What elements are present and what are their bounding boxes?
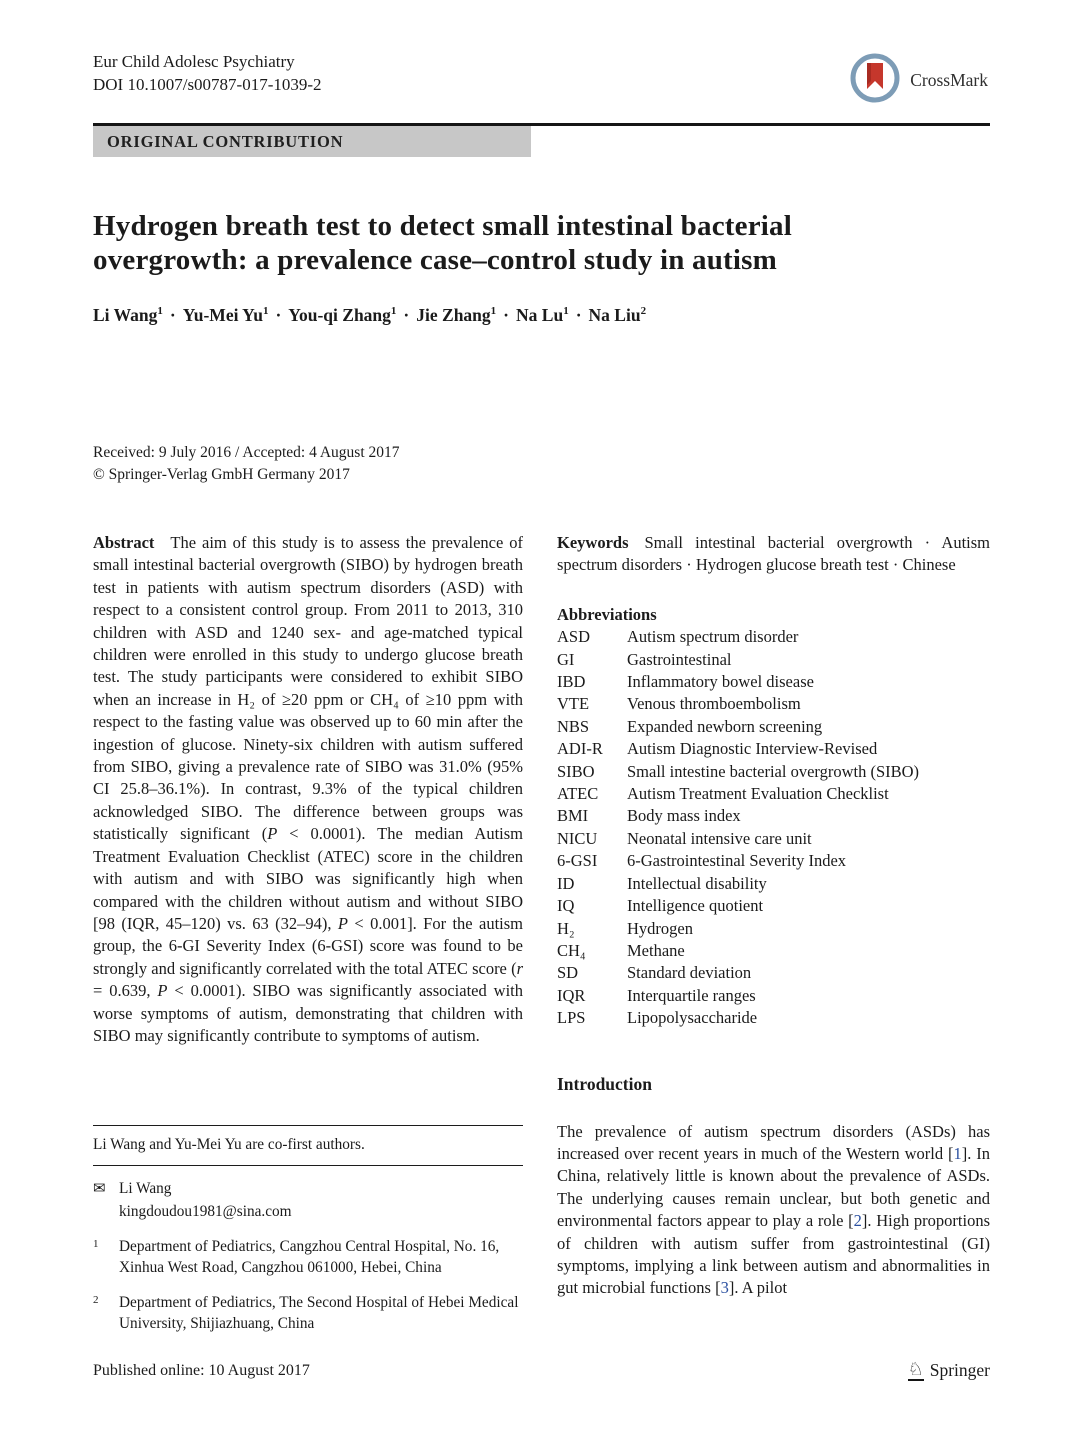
- author-separator: ·: [575, 305, 582, 325]
- abbreviation-row: 6-GSI 6-Gastrointestinal Severity Index: [557, 851, 847, 871]
- citation-ref[interactable]: 2: [853, 1211, 862, 1231]
- envelope-icon: ✉: [93, 1181, 106, 1197]
- correspondence-name: Li Wang: [119, 1180, 172, 1197]
- affiliation-marker: 1: [157, 305, 163, 318]
- crossmark-icon: [849, 52, 901, 109]
- affiliation-marker: 1: [390, 305, 397, 318]
- left-column: [93, 532, 523, 1334]
- introduction-text: The prevalence of autism spectrum disorders (ASDs) has increased over recent years in much of the Western world [1]. In China, relatively little is known about the prevalence of ASDs. The underlying causes remain unclear, but both genetic and environmental factors appear to play a role [2]. High proportions of children with autism suffer from gastrointestinal (GI) symptoms, implying a link between autism and abnormalities in gut microbial functions [3]. A pilot: [557, 1121, 990, 1298]
- affiliation-text: Department of Pediatrics, The Second Hospital of Hebei Medical University, Shijiazhuang, China: [119, 1294, 519, 1332]
- author: You-qi Zhang$^1$: [288, 305, 397, 325]
- article-body: [93, 532, 990, 1334]
- author: Na Liu$^2$: [588, 305, 647, 325]
- keywords-heading: Keywords: [557, 533, 629, 552]
- crossmark-badge[interactable]: [849, 52, 988, 109]
- author: Jie Zhang$^1$: [416, 305, 497, 325]
- abbreviation-row: IQ Intelligence quotient: [557, 896, 764, 916]
- abbreviation-row: ATEC Autism Treatment Evaluation Checklist: [557, 784, 889, 804]
- abbreviation-row: ID Intellectual disability: [557, 873, 767, 893]
- abbreviation-row: BMI Body mass index: [557, 806, 741, 826]
- abbreviation-row: VTE Venous thromboembolism: [557, 694, 801, 714]
- correspondence-email[interactable]: kingdoudou1981@sina.com: [119, 1202, 292, 1220]
- cofirst-note: Li Wang and Yu-Mei Yu are co-first authors.: [93, 1135, 365, 1153]
- copyright-line: © Springer-Verlag GmbH Germany 2017: [93, 466, 350, 483]
- abstract: [93, 532, 523, 1047]
- page-header: [93, 50, 990, 109]
- abbreviation-row: GI Gastrointestinal: [557, 649, 732, 669]
- introduction-heading: Introduction: [557, 1073, 652, 1094]
- affiliation-number: 2: [93, 1294, 99, 1306]
- article-type-label: ORIGINAL CONTRIBUTION: [107, 131, 344, 151]
- affiliation-number: 1: [93, 1238, 99, 1250]
- article-type-banner: [93, 126, 531, 157]
- abbreviation-row: NICU Neonatal intensive care unit: [557, 828, 812, 848]
- affiliation-text: Department of Pediatrics, Cangzhou Central Hospital, No. 16, Xinhua West Road, Cangzhou 061000, Hebei, China: [119, 1238, 500, 1276]
- abbreviation-row: H₂ Hydrogen: [557, 918, 693, 938]
- abbreviations-heading: Abbreviations: [557, 604, 657, 624]
- journal-name: Eur Child Adolesc Psychiatry: [93, 52, 295, 71]
- page-footer: [93, 1360, 990, 1381]
- affiliation: [93, 1237, 523, 1278]
- affiliation-marker: 1: [563, 305, 569, 318]
- abbreviation-row: LPS Lipopolysaccharide: [557, 1008, 758, 1028]
- correspondence: [93, 1179, 523, 1200]
- author: Li Wang$^1$: [93, 305, 163, 325]
- citation-ref[interactable]: 3: [720, 1278, 729, 1298]
- citation-ref[interactable]: 1: [953, 1143, 962, 1163]
- banner-rule: [93, 123, 990, 157]
- abbreviation-row: ASD Autism spectrum disorder: [557, 627, 799, 647]
- springer-logo: [908, 1360, 990, 1381]
- abstract-heading: Abstract: [93, 533, 155, 552]
- author-separator: ·: [275, 305, 282, 325]
- published-online: Published online: 10 August 2017: [93, 1361, 310, 1379]
- author-line: [93, 305, 990, 326]
- abbreviation-row: SIBO Small intestine bacterial overgrowth (SIBO): [557, 761, 920, 781]
- abbreviation-row: IBD Inflammatory bowel disease: [557, 672, 814, 692]
- abbreviation-row: SD Standard deviation: [557, 963, 752, 983]
- abbreviation-row: ADI-R Autism Diagnostic Interview-Revised: [557, 739, 878, 759]
- springer-horse-icon: ♘: [907, 1359, 924, 1380]
- affiliation-marker: 1: [262, 305, 269, 318]
- keywords: [557, 532, 990, 577]
- introduction-section: [557, 1074, 990, 1300]
- received-accepted: Received: 9 July 2016 / Accepted: 4 August 2017: [93, 444, 400, 461]
- abbreviation-row: CH₄ Methane: [557, 940, 685, 960]
- springer-label: Springer: [929, 1360, 990, 1380]
- doi: DOI 10.1007/s00787-017-1039-2: [93, 75, 322, 94]
- author: Yu-Mei Yu$^1$: [182, 305, 269, 325]
- abbreviation-row: NBS Expanded newborn screening: [557, 716, 823, 736]
- footnotes: [93, 1125, 523, 1335]
- right-column: [557, 532, 990, 1334]
- affiliation-marker: 2: [640, 305, 647, 318]
- affiliation-marker: 1: [490, 305, 497, 318]
- footnote-rule: [93, 1165, 523, 1166]
- abbreviation-row: IQR Interquartile ranges: [557, 985, 756, 1005]
- keywords-text: Small intestinal bacterial overgrowth · Autism spectrum disorders · Hydrogen glucose breath test · Chinese: [557, 533, 990, 575]
- author-separator: ·: [503, 305, 510, 325]
- footnote-rule: [93, 1125, 523, 1126]
- abstract-text: The aim of this study is to assess the prevalence of small intestinal bacterial overgrowth (SIBO) by hydrogen breath test in patients with autism spectrum disorders (ASD) with respect to a consistent control group. From 2011 to 2013, 310 children with ASD and 1240 sex- and age-matched typical children were enrolled in this study to undergo glucose breath test. The study participants were considered to exhibit SIBO when an increase in H₂ of ≥20 ppm or CH₄ of ≥10 ppm with respect to the fasting value was observed up to 60 min after the ingestion of glucose. Ninety-six children with autism suffered from SIBO, giving a prevalence rate of SIBO was 31.0% (95% CI 25.8–36.1%). In contrast, 9.3% of the typical children acknowledged SIBO. The difference between groups was statistically significant (P < 0.0001). The median Autism Treatment Evaluation Checklist (ATEC) score in the children with autism and with SIBO was significantly high when compared with the children without autism and without SIBO [98 (IQR, 45–120) vs. 63 (32–94), P < 0.001]. For the autism group, the 6-GI Severity Index (6-GSI) score was found to be strongly and significantly correlated with the total ATEC score (r = 0.639, P < 0.0001). SIBO was significantly associated with worse symptoms of autism, demonstrating that children with SIBO may significantly contribute to symptoms of autism.: [93, 533, 523, 1045]
- article-title: Hydrogen breath test to detect small intestinal bacterial overgrowth: a prevalence case–control study in autism: [93, 210, 792, 276]
- article-history: [93, 442, 990, 486]
- affiliation: [93, 1293, 523, 1334]
- abbreviations-section: [557, 604, 990, 1030]
- author-separator: ·: [403, 305, 410, 325]
- crossmark-label: CrossMark: [910, 70, 988, 90]
- author-separator: ·: [169, 305, 176, 325]
- journal-info: [93, 50, 322, 96]
- author: Na Lu$^1$: [516, 305, 569, 325]
